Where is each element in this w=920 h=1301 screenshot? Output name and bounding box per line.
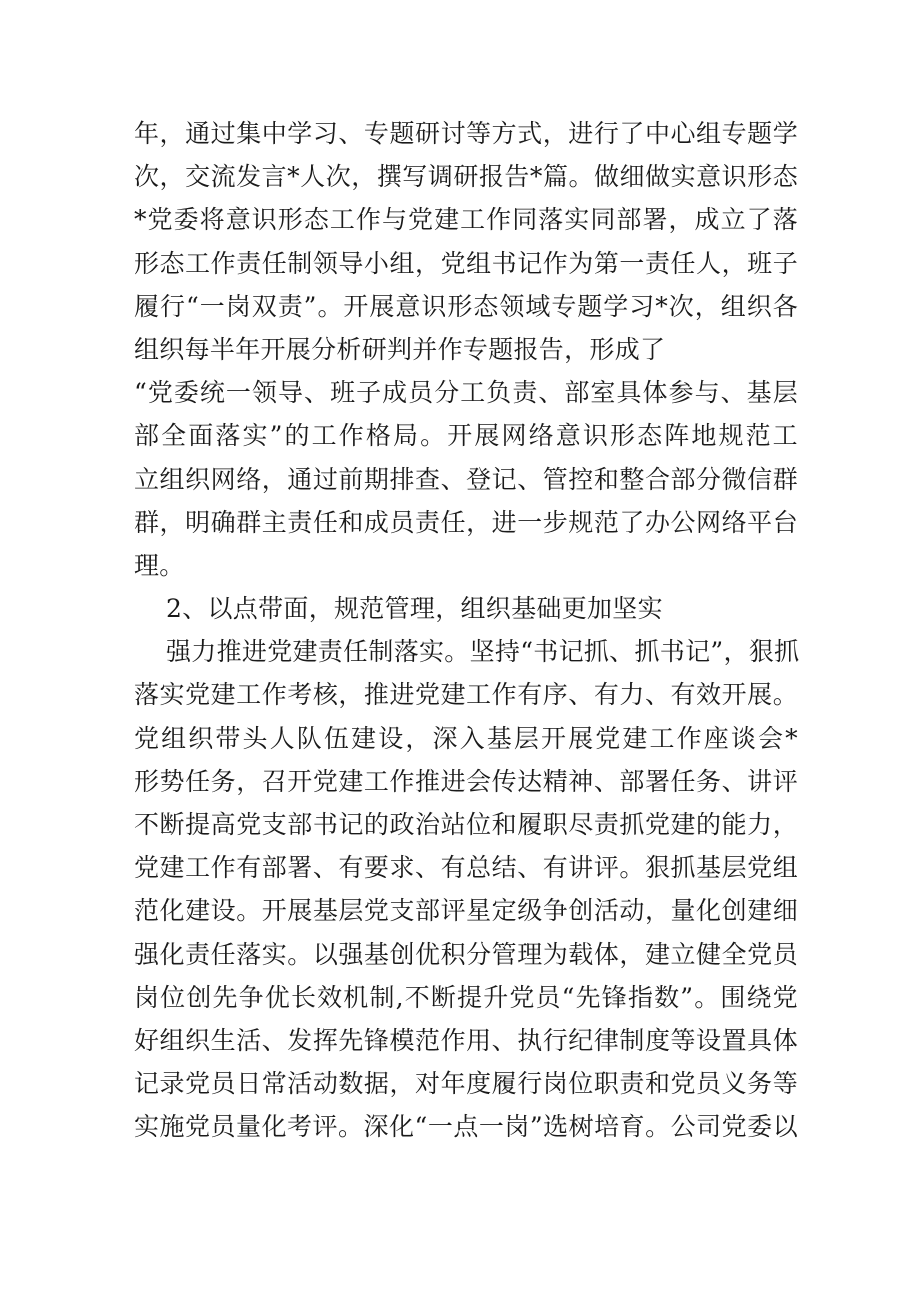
body-line-14: 落实党建工作考核，推进党建工作有序、有力、有效开展。 [134,680,798,710]
body-line-6: 组织每半年开展分析研判并作专题报告，形成了 [134,334,666,364]
body-line-17: 不断提高党支部书记的政治站位和履职尽责抓党建的能力， [134,810,798,839]
body-line-24: 实施党员量化考评。深化“一点一岗”选树培育。公司党委以 [134,1112,798,1142]
document-body [134,112,798,1149]
section-heading: 2、以点带面，规范管理，组织基础更加坚实 [166,594,663,624]
body-line-18: 党建工作有部署、有要求、有总结、有讲评。狠抓基层党组 [134,853,798,883]
body-line-9: 立组织网络，通过前期排查、登记、管控和整合部分微信群 [134,464,798,494]
body-line-7: “党委统一领导、班子成员分工负责、部室具体参与、基层 [134,378,798,408]
body-line-11: 理。 [134,550,185,580]
body-line-23: 记录党员日常活动数据，对年度履行岗位职责和党员义务等 [134,1069,798,1099]
body-line-8: 部全面落实”的工作格局。开展网络意识形态阵地规范工 [134,421,798,451]
body-line-22: 好组织生活、发挥先锋模范作用、执行纪律制度等设置具体 [134,1025,798,1055]
body-line-16: 形势任务，召开党建工作推进会传达精神、部署任务、讲评 [134,766,798,796]
body-line-19: 范化建设。开展基层党支部评星定级争创活动，量化创建细 [134,896,798,926]
body-line-10: 群，明确群主责任和成员责任，进一步规范了办公网络平台 [134,507,798,537]
body-line-2: 次，交流发言*人次，撰写调研报告*篇。做细做实意识形态 [134,162,798,192]
paragraph-first-line: 强力推进党建责任制落实。坚持“书记抓、抓书记”，狠抓 [166,637,800,667]
body-line-4: 形态工作责任制领导小组，党组书记作为第一责任人，班子 [134,248,798,278]
body-line-1: 年，通过集中学习、专题研讨等方式，进行了中心组专题学 [134,119,798,148]
body-line-15: 党组织带头人队伍建设，深入基层开展党建工作座谈会* [134,723,798,753]
body-line-20: 强化责任落实。以强基创优积分管理为载体，建立健全党员 [134,939,798,969]
body-line-3: *党委将意识形态工作与党建工作同落实同部署，成立了落 [134,205,798,235]
body-line-21: 岗位创先争优长效机制,不断提升党员“先锋指数”。围绕党 [134,982,798,1012]
body-line-5: 履行“一岗双责”。开展意识形态领域专题学习*次，组织各 [134,291,798,321]
